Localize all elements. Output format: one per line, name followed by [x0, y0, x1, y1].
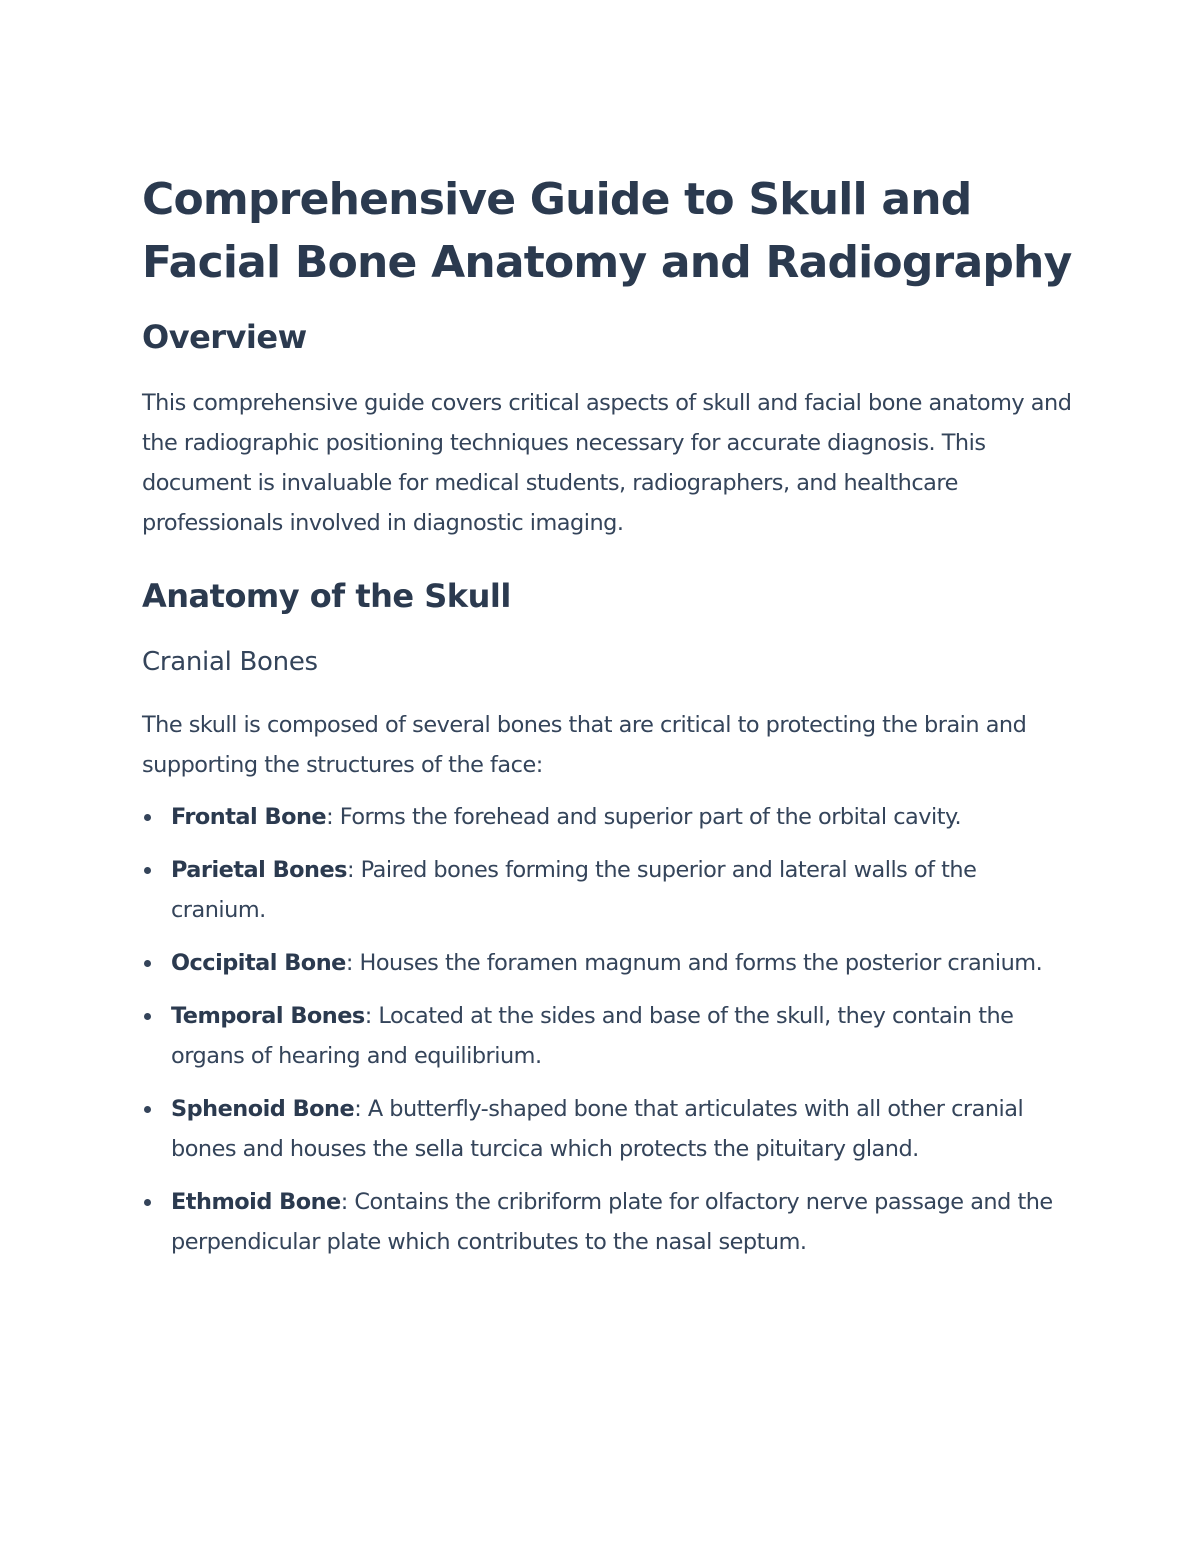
- list-item-parietal-bones: [142, 850, 1072, 930]
- bullet-icon: [144, 814, 151, 821]
- bone-description: : Contains the cribriform plate for olfactory nerve passage and the perpendicular plate which contributes to the nasal septum.: [171, 1189, 1053, 1255]
- bone-term: Occipital Bone: [171, 950, 346, 976]
- list-item-frontal-bone: [142, 797, 1072, 837]
- bullet-icon: [144, 1106, 151, 1113]
- cranial-intro-paragraph: The skull is composed of several bones that are critical to protecting the brain and supporting the structures of the face:: [142, 712, 1027, 778]
- bone-description: : Houses the foramen magnum and forms the posterior cranium.: [345, 950, 1043, 976]
- list-item-sphenoid-bone: [142, 1089, 1072, 1169]
- list-item-ethmoid-bone: [142, 1182, 1072, 1262]
- bullet-icon: [144, 1199, 151, 1206]
- document-title: Comprehensive Guide to Skull and Facial Bone Anatomy and Radiography: [142, 174, 1072, 288]
- list-item-temporal-bones: [142, 996, 1072, 1076]
- bullet-icon: [144, 867, 151, 874]
- bullet-icon: [144, 1013, 151, 1020]
- bone-description: : Located at the sides and base of the skull, they contain the organs of hearing and equilibrium.: [171, 1003, 1014, 1069]
- bone-term: Temporal Bones: [171, 1003, 365, 1029]
- overview-heading: Overview: [142, 318, 307, 356]
- anatomy-heading: Anatomy of the Skull: [142, 577, 511, 615]
- bone-description: : A butterfly-shaped bone that articulates with all other cranial bones and houses the sella turcica which protects the pituitary gland.: [171, 1096, 1024, 1162]
- bone-description: : Forms the forehead and superior part of the orbital cavity.: [326, 804, 962, 830]
- document-page: [142, 168, 1072, 1275]
- list-item-occipital-bone: [142, 943, 1072, 983]
- cranial-bones-heading: Cranial Bones: [142, 647, 318, 677]
- cranial-bones-list: [142, 797, 1072, 1262]
- bone-description: : Paired bones forming the superior and lateral walls of the cranium.: [171, 857, 977, 923]
- bullet-icon: [144, 960, 151, 967]
- bone-term: Frontal Bone: [171, 804, 327, 830]
- bone-term: Ethmoid Bone: [171, 1189, 341, 1215]
- bone-term: Parietal Bones: [171, 857, 348, 883]
- bone-term: Sphenoid Bone: [171, 1096, 355, 1122]
- overview-paragraph: This comprehensive guide covers critical aspects of skull and facial bone anatomy and the radiographic positioning techniques necessary for accurate diagnosis. This document is invaluable for medical students, radiographers, and healthcare professionals involved in diagnostic imaging.: [142, 390, 1072, 536]
